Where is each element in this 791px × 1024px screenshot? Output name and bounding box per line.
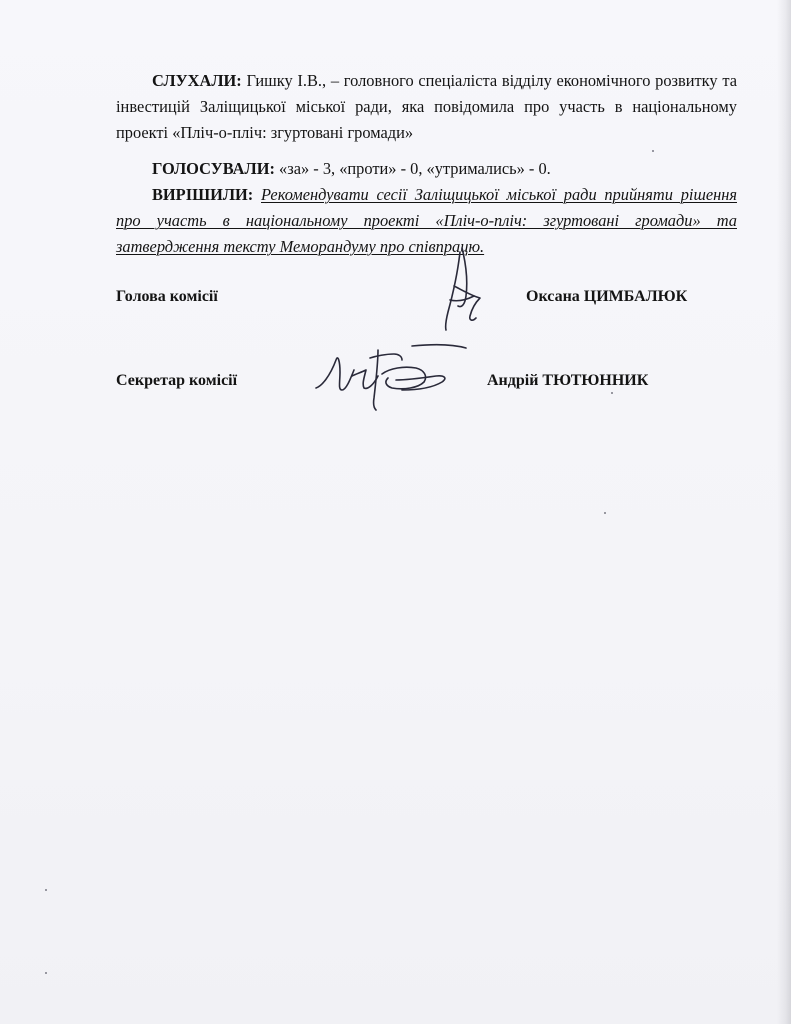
voted-label: ГОЛОСУВАЛИ: bbox=[152, 159, 275, 178]
chair-signature bbox=[432, 246, 492, 336]
decided-label: ВИРІШИЛИ: bbox=[152, 185, 254, 204]
paper-speck bbox=[611, 392, 613, 394]
secretary-role-label: Секретар комісії bbox=[116, 372, 238, 389]
secretary-name: Андрій ТЮТЮННИК bbox=[487, 372, 649, 389]
page-edge-shadow bbox=[777, 0, 791, 1024]
heard-text: Гишку І.В., – головного спеціаліста відділу економічного розвитку та інвестицій Заліщицької міської ради, яка повідомила про участь в національному проекті «Пліч-о-пліч: згуртовані громади» bbox=[116, 71, 737, 142]
paper-speck bbox=[604, 512, 606, 514]
chair-role-label: Голова комісії bbox=[116, 288, 218, 305]
paper-speck bbox=[45, 972, 47, 974]
paper-speck bbox=[45, 889, 47, 891]
decided-paragraph bbox=[116, 182, 737, 260]
paper-speck bbox=[652, 150, 654, 152]
voted-text: «за» - 3, «проти» - 0, «утримались» - 0. bbox=[274, 159, 551, 178]
heard-paragraph bbox=[116, 68, 737, 146]
decision-text: Рекомендувати сесії Заліщицької міської ради прийняти рішення про участь в національному проекті «Пліч-о-пліч: згуртовані громади» та затвердження тексту Меморандуму про співпрацю. bbox=[116, 185, 737, 256]
heard-label: СЛУХАЛИ: bbox=[152, 71, 242, 90]
voted-paragraph bbox=[116, 156, 737, 182]
chair-name: Оксана ЦИМБАЛЮК bbox=[526, 288, 688, 305]
secretary-signature bbox=[312, 340, 472, 412]
